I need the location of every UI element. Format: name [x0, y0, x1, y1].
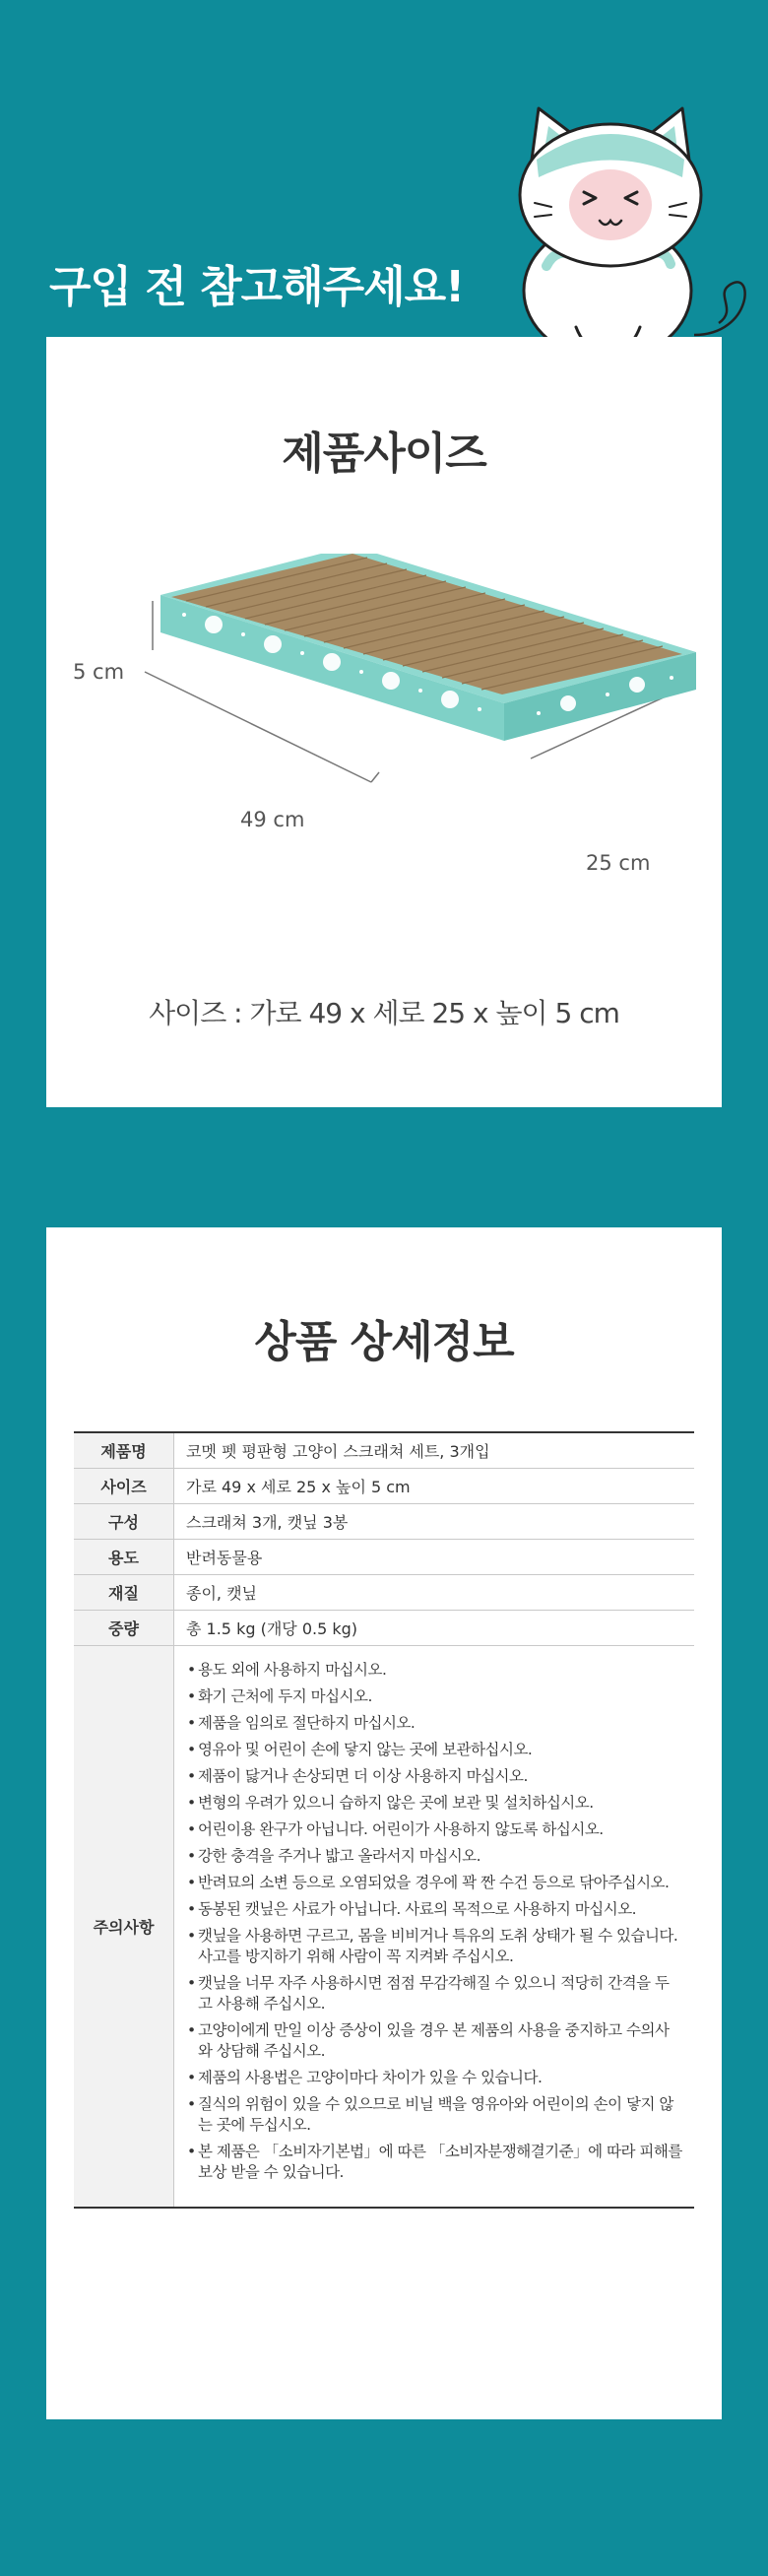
spec-label: 구성: [74, 1504, 174, 1540]
list-item: • 영유아 및 어린이 손에 닿지 않는 곳에 보관하십시오.: [186, 1740, 682, 1760]
list-item: • 제품이 닳거나 손상되면 더 이상 사용하지 마십시오.: [186, 1766, 682, 1787]
list-item: • 제품을 임의로 절단하지 마십시오.: [186, 1713, 682, 1734]
list-item: • 강한 충격을 주거나 밟고 올라서지 마십시오.: [186, 1846, 682, 1867]
spec-value: 종이, 캣닢: [174, 1575, 695, 1611]
product-size-card: [46, 337, 722, 1107]
product-detail-title: 상품 상세정보: [254, 1317, 514, 1367]
list-item: • 제품의 사용법은 고양이마다 차이가 있을 수 있습니다.: [186, 2068, 682, 2088]
spec-value: 가로 49 x 세로 25 x 높이 5 cm: [174, 1469, 695, 1504]
list-item: • 본 제품은 「소비자기본법」에 따른 「소비자분쟁해결기준」에 따라 피해를 보상 받을 수 있습니다.: [186, 2142, 682, 2183]
product-detail-card: [46, 1227, 722, 2419]
caution-list-cell: [174, 1646, 695, 2209]
list-item: • 어린이용 완구가 아닙니다. 어린이가 사용하지 않도록 하십시오.: [186, 1819, 682, 1840]
width-dimension-label: 25 cm: [586, 851, 651, 875]
list-item: • 변형의 우려가 있으니 습하지 않은 곳에 보관 및 설치하십시오.: [186, 1793, 682, 1814]
length-dimension-label: 49 cm: [240, 808, 305, 831]
spec-value: 코멧 펫 평판형 고양이 스크래쳐 세트, 3개입: [174, 1432, 695, 1469]
list-item: • 용도 외에 사용하지 마십시오.: [186, 1660, 682, 1681]
list-item: • 반려묘의 소변 등으로 오염되었을 경우에 꽉 짠 수건 등으로 닦아주십시오.: [186, 1873, 682, 1893]
caution-list: [186, 1646, 682, 2207]
spec-label: 재질: [74, 1575, 174, 1611]
list-item: • 고양이에게 만일 이상 증상이 있을 경우 본 제품의 사용을 중지하고 수의사와 상담해 주십시오.: [186, 2020, 682, 2062]
table-row: [74, 1504, 694, 1540]
spec-value: 총 1.5 kg (개당 0.5 kg): [174, 1611, 695, 1646]
product-spec-table: [74, 1431, 694, 2209]
table-row: [74, 1432, 694, 1469]
spec-value: 반려동물용: [174, 1540, 695, 1575]
list-item: • 캣닢을 너무 자주 사용하시면 점점 무감각해질 수 있으니 적당히 간격을 두고 사용해 주십시오.: [186, 1973, 682, 2015]
spec-label: 사이즈: [74, 1469, 174, 1504]
product-size-title: 제품사이즈: [282, 429, 486, 479]
cat-mascot-illustration: [497, 99, 753, 364]
spec-label: 제품명: [74, 1432, 174, 1469]
spec-label: 중량: [74, 1611, 174, 1646]
list-item: • 화기 근처에 두지 마십시오.: [186, 1686, 682, 1707]
spec-label: 용도: [74, 1540, 174, 1575]
table-row: [74, 1469, 694, 1504]
table-row: [74, 1646, 694, 2209]
height-dimension-label: 5 cm: [73, 660, 125, 684]
spec-value: 스크래쳐 3개, 캣닢 3봉: [174, 1504, 695, 1540]
table-row: [74, 1611, 694, 1646]
size-summary-text: 사이즈 : 가로 49 x 세로 25 x 높이 5 cm: [149, 997, 619, 1029]
table-row: [74, 1575, 694, 1611]
list-item: • 캣닢을 사용하면 구르고, 몸을 비비거나 특유의 도취 상태가 될 수 있습니다. 사고를 방지하기 위해 사람이 꼭 지켜봐 주십시오.: [186, 1926, 682, 1967]
caution-label: 주의사항: [74, 1646, 174, 2209]
table-row: [74, 1540, 694, 1575]
page-header-title: 구입 전 참고해주세요!: [49, 262, 465, 312]
list-item: • 질식의 위험이 있을 수 있으므로 비닐 백을 영유아와 어린이의 손이 닿지 않는 곳에 두십시오.: [186, 2094, 682, 2136]
list-item: • 동봉된 캣닢은 사료가 아닙니다. 사료의 목적으로 사용하지 마십시오.: [186, 1899, 682, 1920]
